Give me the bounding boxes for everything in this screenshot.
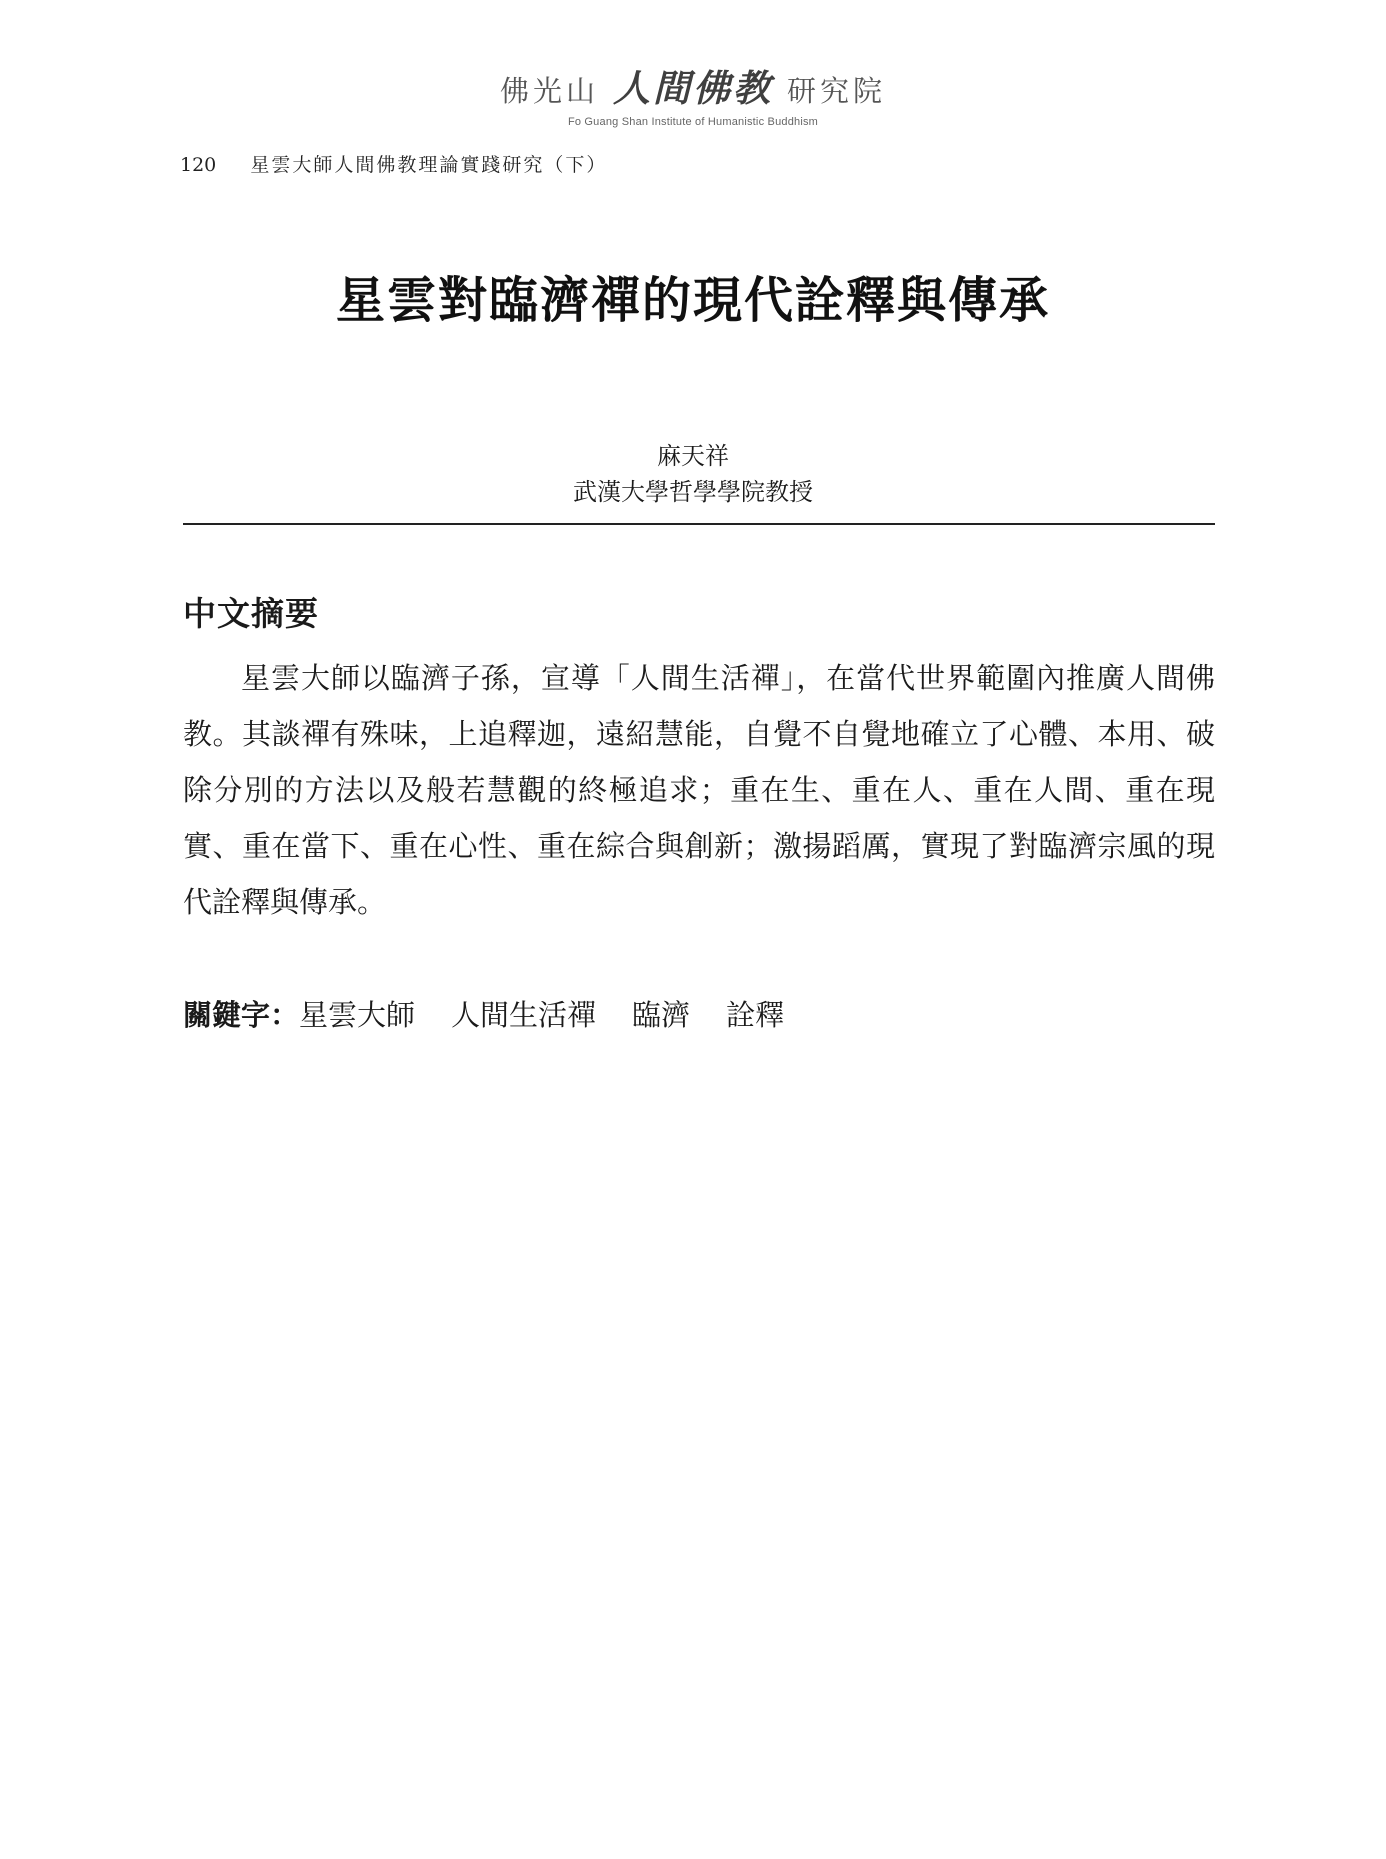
abstract-text: 星雲大師以臨濟子孫，宣導「人間生活禪」，在當代世界範圍內推廣人間佛教。其談禪有殊味，上追釋迦，遠紹慧能，自覺不自覺地確立了心體、本用、破除分別的方法以及般若慧觀的終極追求；重在生、重在人、重在人間、重在現實、重在當下、重在心性、重在綜合與創新；激揚蹈厲，實現了對臨濟宗風的現代詮釋與傳承。 xyxy=(183,661,1215,919)
logo-wordmark xyxy=(500,58,886,112)
logo-subtitle: Fo Guang Shan Institute of Humanistic Buddhism xyxy=(567,116,819,128)
author-name: 麻天祥 xyxy=(657,442,729,470)
institute-logo xyxy=(0,58,1386,128)
running-head xyxy=(180,150,607,177)
keyword-item: 人間生活禪 xyxy=(451,998,597,1032)
title-divider xyxy=(183,523,1215,525)
page-number: 120 xyxy=(180,154,217,176)
author-affiliation: 武漢大學哲學學院教授 xyxy=(573,478,813,506)
abstract-heading: 中文摘要 xyxy=(183,594,319,633)
book-title: 星雲大師人間佛教理論實踐研究（下） xyxy=(250,154,608,176)
keywords-label: 關鍵字： xyxy=(183,998,300,1032)
article-title: 星雲對臨濟禪的現代詮釋與傳承 xyxy=(335,271,1050,329)
logo-center-text: 人間佛教 xyxy=(613,66,773,110)
keyword-item: 詮釋 xyxy=(726,998,785,1032)
keyword-item: 星雲大師 xyxy=(299,998,416,1032)
logo-left-text: 佛光山 xyxy=(499,74,599,108)
logo-right-text: 研究院 xyxy=(787,74,887,108)
keyword-item: 臨濟 xyxy=(632,998,691,1032)
keywords-line xyxy=(183,993,820,1034)
